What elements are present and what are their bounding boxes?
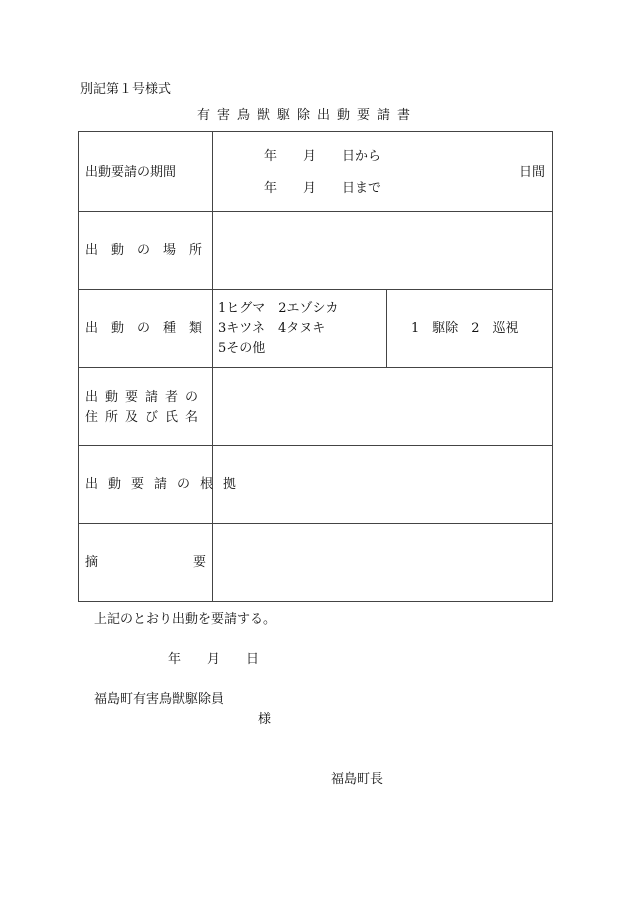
type-cell-divider (386, 289, 387, 367)
document-title: 有害鳥獣駆除出動要請書 (197, 108, 418, 123)
remarks-label-left: 摘 (85, 555, 99, 570)
period-days-unit: 日間 (519, 165, 546, 180)
requester-label-line1: 出動要請者の (85, 390, 206, 405)
remarks-label-right: 要 (193, 555, 207, 570)
period-label: 出動要請の期間 (85, 165, 177, 180)
period-from[interactable]: 年 月 日から (264, 149, 382, 164)
request-form-table (78, 131, 553, 602)
sender: 福島町長 (331, 772, 384, 787)
basis-label: 出動要請の根拠 (85, 477, 247, 492)
type-label: 出動の種類 (85, 321, 216, 336)
addressee: 福島町有害鳥獣駆除員 (94, 692, 225, 707)
row-divider (79, 289, 552, 290)
honorific: 様 (258, 712, 272, 727)
requester-label-line2: 住所及び氏名 (85, 410, 206, 425)
animal-options-line3: 5その他 (218, 341, 266, 356)
location-label: 出動の場所 (85, 243, 216, 258)
column-divider (212, 132, 213, 601)
animal-options-line2: 3キツネ 4タヌキ (218, 321, 326, 336)
row-divider (79, 211, 552, 212)
animal-options-line1: 1ヒグマ 2エゾシカ (218, 301, 339, 316)
period-to[interactable]: 年 月 日まで (264, 181, 382, 196)
form-number: 別記第１号様式 (80, 82, 172, 97)
row-divider (79, 445, 552, 446)
row-divider (79, 367, 552, 368)
purpose-options: 1 駆除 2 巡視 (411, 321, 519, 336)
row-divider (79, 523, 552, 524)
request-statement: 上記のとおり出動を要請する。 (94, 612, 277, 627)
request-date[interactable]: 年 月 日 (168, 652, 260, 667)
